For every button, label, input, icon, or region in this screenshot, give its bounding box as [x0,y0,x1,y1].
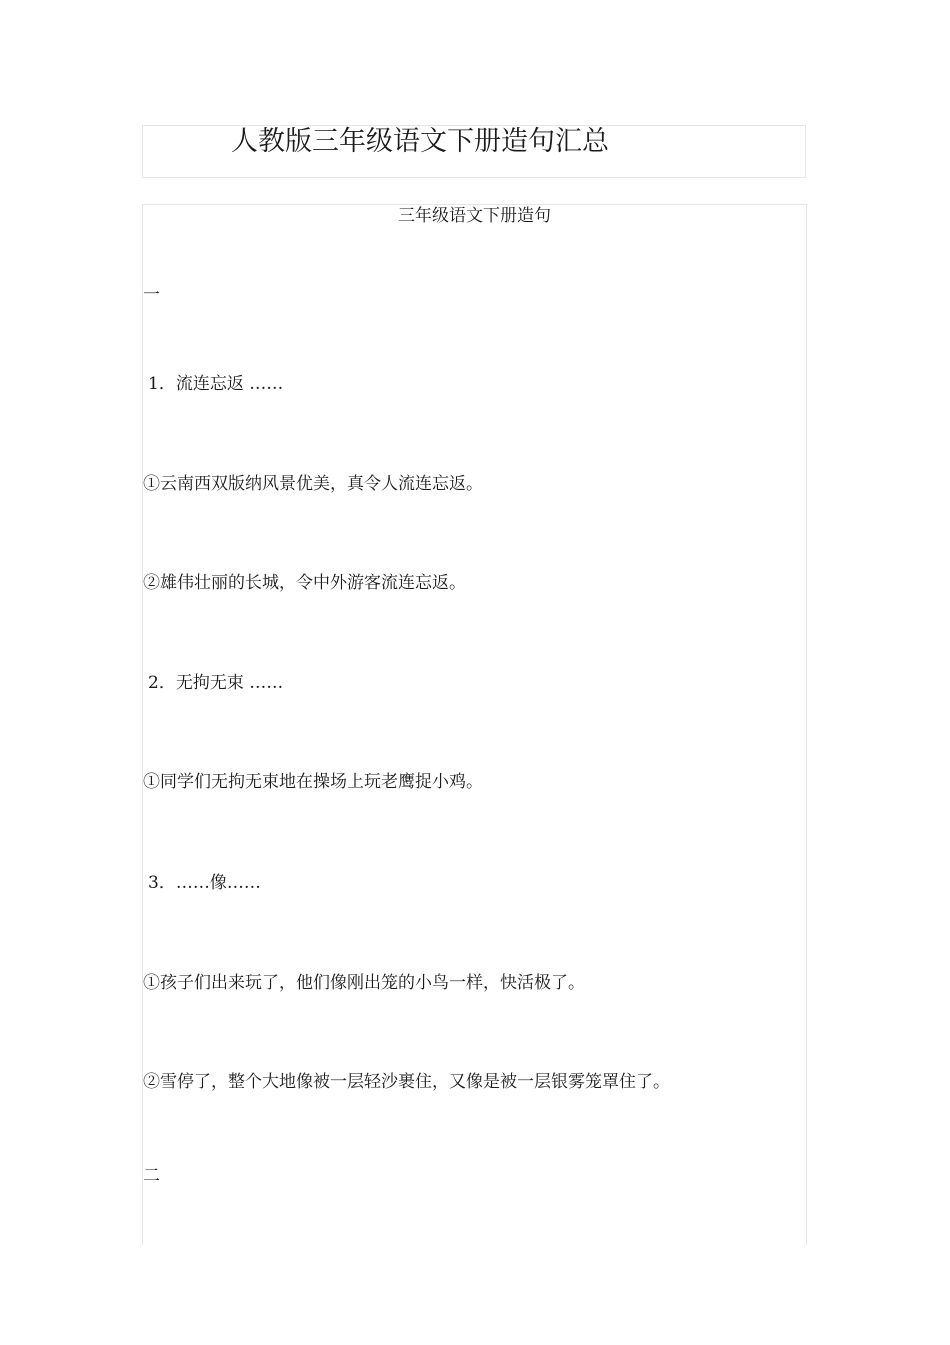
item-heading-2: 2．无拘无束 …… [148,673,284,693]
section-heading-one: 一 [143,285,160,305]
example-sentence-3-1: ①孩子们出来玩了，他们像刚出笼的小鸟一样，快活极了。 [143,973,585,993]
example-sentence-1-1: ①云南西双版纳风景优美，真令人流连忘返。 [143,474,483,494]
example-sentence-1-2: ②雄伟壮丽的长城，令中外游客流连忘返。 [143,573,466,593]
example-sentence-3-2: ②雪停了，整个大地像被一层轻沙裹住，又像是被一层银雾笼罩住了。 [143,1072,670,1092]
section-heading-two: 二 [143,1166,160,1186]
item-heading-1: 1．流连忘返 …… [148,374,284,394]
content-box [142,204,807,1245]
title-box [142,125,806,178]
document-title: 人教版三年级语文下册造句汇总 [231,126,609,157]
document-subtitle: 三年级语文下册造句 [398,206,551,226]
item-heading-3: 3．……像…… [148,873,261,893]
example-sentence-2-1: ①同学们无拘无束地在操场上玩老鹰捉小鸡。 [143,772,483,792]
